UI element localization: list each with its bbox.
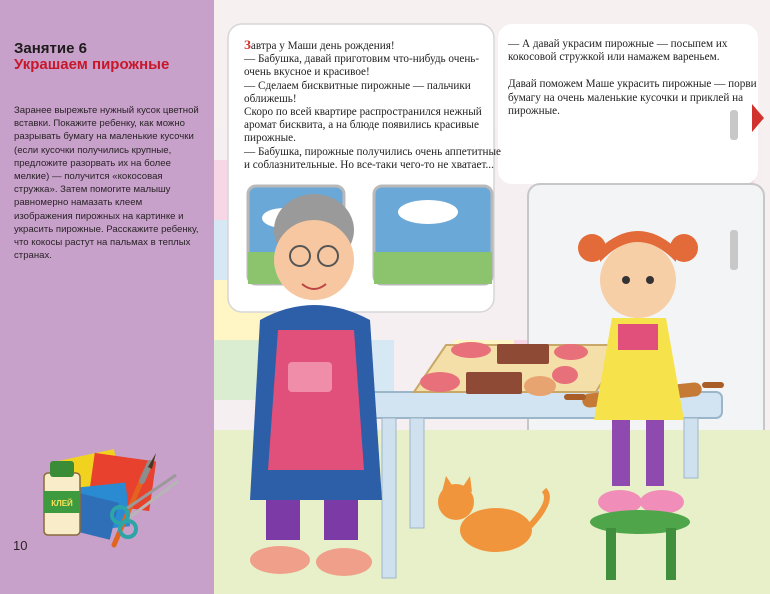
window-right bbox=[374, 186, 492, 284]
story-text-right bbox=[508, 38, 760, 118]
round-pink-cake bbox=[554, 344, 588, 360]
cakes-tray bbox=[414, 342, 624, 396]
lesson-title: Занятие 6 bbox=[14, 40, 87, 57]
story-right-paragraph-1: — А давай украсим пирожные — посыпем их кокосовой стружкой или намажем вареньем. bbox=[508, 38, 728, 64]
round-orange-cake bbox=[524, 376, 556, 396]
instructions-panel bbox=[0, 0, 214, 594]
glue-label: КЛЕЙ bbox=[51, 499, 73, 508]
round-pink-cake bbox=[420, 372, 460, 392]
chocolate-cake bbox=[466, 372, 522, 394]
round-pink-cake bbox=[451, 342, 491, 358]
story-left-body: автра у Маши день рождения! — Бабушка, давай приготовим что-нибудь очень-очень вкусное и красивое! — Сделаем бисквитные пирожные — пальчики оближешь! Скоро по всей квартире распространился нежный аромат бисквита, а на блюде появились красивые пирожные. — Бабушка, пирожные получились очень аппетитные и соблазнительные. Но все-таки чего-то не хватает... bbox=[244, 40, 501, 171]
next-page-arrow-icon[interactable] bbox=[752, 104, 764, 132]
round-pink-cake bbox=[552, 366, 578, 384]
lesson-subtitle: Украшаем пирожные bbox=[14, 56, 170, 73]
chocolate-cake bbox=[497, 344, 549, 364]
story-scene bbox=[214, 0, 770, 594]
page-number: 10 bbox=[13, 538, 28, 553]
story-text-left bbox=[244, 38, 506, 172]
craft-supplies-illustration bbox=[36, 435, 186, 555]
drop-cap: З bbox=[244, 37, 251, 52]
instructions-text: Заранее вырежьте нужный кусок цветной вставки. Покажите ребенку, как можно разрывать бумагу на маленькие кусочки (если кусочки получились крупные, предложите разорвать их на более мелкие) — получится «кокосовая стружка». Затем помогите малышу равномерно намазать клеем изображения пирожных на картинке и украсить пирожные. Расскажите ребенку, что кокосы растут на пальмах в теплых странах. bbox=[14, 105, 199, 262]
story-right-paragraph-2: Давай поможем Маше украсить пирожные — порви бумагу на очень маленькие кусочки и приклей на пирожные. bbox=[508, 78, 757, 117]
